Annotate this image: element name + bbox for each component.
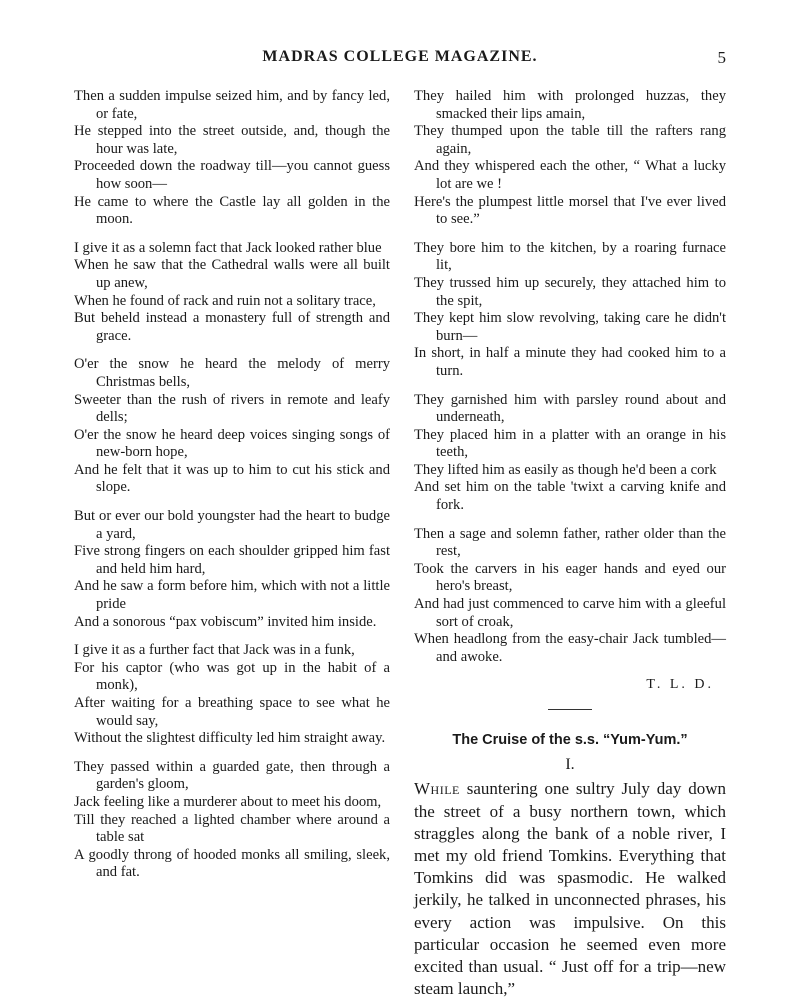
- poem-stanza: [414, 240, 726, 381]
- poem-line: They kept him slow revolving, taking care he didn't burn—: [414, 310, 726, 344]
- poem-stanza: [74, 759, 390, 882]
- poem-line: Here's the plumpest little morsel that I've ever lived to see.”: [414, 193, 726, 228]
- article-body: [414, 778, 726, 1000]
- poem-line: Till they reached a lighted chamber where around a table sat: [74, 811, 390, 846]
- page-number: 5: [717, 48, 726, 67]
- poem-line: They lifted him as easily as though he'd been a cork: [414, 461, 717, 478]
- poem-line: Proceeded down the roadway till—you cannot guess how soon—: [74, 158, 390, 192]
- page-header: [0, 48, 800, 74]
- poem-line: I give it as a further fact that Jack was in a funk,: [74, 642, 355, 659]
- poem-line: In short, in half a minute they had cooked him to a turn.: [414, 345, 726, 379]
- poem-stanza: [74, 88, 390, 229]
- poem-line: When he found of rack and ruin not a solitary trace,: [74, 292, 376, 309]
- poem-line: After waiting for a breathing space to see what he would say,: [74, 695, 390, 729]
- left-column: [74, 88, 390, 893]
- poem-line: And they whispered each the other, “ What a lucky lot are we !: [414, 158, 726, 192]
- poem-line: He stepped into the street outside, and, though the hour was late,: [74, 123, 390, 157]
- poem-line: Took the carvers in his eager hands and eyed our hero's breast,: [414, 560, 726, 595]
- right-column: [414, 88, 726, 1000]
- poem-stanza: [74, 508, 390, 631]
- poem-line: They thumped upon the table till the rafters rang again,: [414, 123, 726, 157]
- poem-line: They bore him to the kitchen, by a roaring furnace lit,: [414, 239, 726, 274]
- poem-line: They garnished him with parsley round about and underneath,: [414, 391, 726, 426]
- poem-stanza: [414, 88, 726, 229]
- poem-line: They trussed him up securely, they attached him to the spit,: [414, 274, 726, 309]
- poem-line: O'er the snow he heard deep voices singing songs of new-born hope,: [74, 426, 390, 461]
- poem-line: When he saw that the Cathedral walls were all built up anew,: [74, 257, 390, 291]
- poem-line: He came to where the Castle lay all golden in the moon.: [74, 193, 390, 228]
- article-text: sauntering one sultry July day down the street of a busy northern town, which straggles along the bank of a noble river, I met my old friend Tomkins. Everything that Tomkins did was spasmodic. He walked jerkily, he talked in unconnected phrases, his every action was impulsive. On this particular occasion he seemed even more excited than usual. “ Just off for a trip—new steam launch,”: [414, 779, 726, 999]
- poem-line: Jack feeling like a murderer about to meet his doom,: [74, 793, 382, 810]
- poem-line: I give it as a solemn fact that Jack looked rather blue: [74, 239, 382, 256]
- poem-line: Five strong fingers on each shoulder gripped him fast and held him hard,: [74, 543, 390, 577]
- poem-line: And set him on the table 'twixt a carving knife and fork.: [414, 479, 726, 514]
- poem-line: They passed within a guarded gate, then through a garden's gloom,: [74, 758, 390, 793]
- poem-stanza: [74, 642, 390, 748]
- poem-line: Sweeter than the rush of rivers in remote and leafy dells;: [74, 391, 390, 426]
- poem-line: They placed him in a platter with an orange in his teeth,: [414, 426, 726, 461]
- poem-line: O'er the snow he heard the melody of merry Christmas bells,: [74, 356, 390, 390]
- poem-stanza: [74, 356, 390, 497]
- poem-line: And a sonorous “pax vobiscum” invited him inside.: [74, 613, 377, 630]
- article-title: The Cruise of the s.s. “Yum-Yum.”: [452, 732, 688, 749]
- poem-line: And had just commenced to carve him with a gleeful sort of croak,: [414, 596, 726, 630]
- poem-line: And he felt that it was up to him to cut his stick and slope.: [74, 461, 390, 496]
- author-signature: T. L. D.: [646, 677, 714, 693]
- poem-line: Then a sudden impulse seized him, and by fancy led, or fate,: [74, 88, 390, 122]
- poem-line: But beheld instead a monastery full of strength and grace.: [74, 310, 390, 344]
- poem-line: When headlong from the easy-chair Jack tumbled—and awoke.: [414, 631, 726, 665]
- poem-continuation: [414, 88, 726, 666]
- poem-line: A goodly throng of hooded monks all smiling, sleek, and fat.: [74, 846, 390, 881]
- poem-line: And he saw a form before him, which with not a little pride: [74, 578, 390, 613]
- magazine-title: MADRAS COLLEGE MAGAZINE.: [262, 48, 538, 65]
- lead-word: While: [414, 779, 460, 799]
- poem-stanza: [414, 526, 726, 667]
- poem-stanza: [414, 392, 726, 515]
- poem-line: Then a sage and solemn father, rather older than the rest,: [414, 525, 726, 560]
- poem-line: Without the slightest difficulty led him straight away.: [74, 730, 386, 747]
- poem-line: For his captor (who was got up in the habit of a monk),: [74, 659, 390, 694]
- poem-line: They hailed him with prolonged huzzas, they smacked their lips amain,: [414, 88, 726, 122]
- poem-stanza: [74, 240, 390, 346]
- section-numeral: I.: [565, 756, 575, 774]
- section-divider: [548, 709, 592, 710]
- poem-line: But or ever our bold youngster had the heart to budge a yard,: [74, 508, 390, 542]
